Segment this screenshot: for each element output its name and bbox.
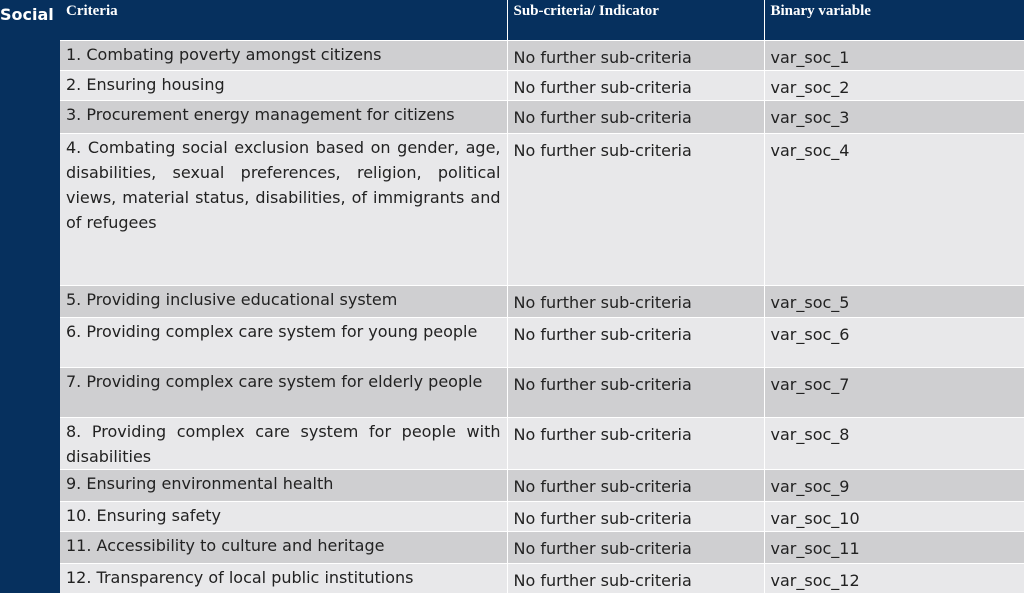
table-row bbox=[60, 285, 1024, 317]
table-row bbox=[60, 133, 1024, 285]
table-row bbox=[60, 417, 1024, 469]
criteria-cell: 6. Providing complex care system for young people bbox=[60, 317, 507, 367]
sub-criteria-cell: No further sub-criteria bbox=[507, 40, 764, 70]
sub-criteria-cell: No further sub-criteria bbox=[507, 70, 764, 100]
table-row bbox=[60, 70, 1024, 100]
criteria-cell: 1. Combating poverty amongst citizens bbox=[60, 40, 507, 70]
criteria-cell: 12. Transparency of local public institutions bbox=[60, 563, 507, 593]
sub-criteria-cell: No further sub-criteria bbox=[507, 317, 764, 367]
variable-cell: var_soc_2 bbox=[764, 70, 1024, 100]
criteria-cell: 8. Providing complex care system for people with disabilities bbox=[60, 417, 507, 469]
table-header-row bbox=[60, 0, 1024, 40]
table-row bbox=[60, 531, 1024, 563]
sub-criteria-cell: No further sub-criteria bbox=[507, 100, 764, 133]
sub-criteria-cell: No further sub-criteria bbox=[507, 133, 764, 285]
variable-cell: var_soc_11 bbox=[764, 531, 1024, 563]
sub-criteria-cell: No further sub-criteria bbox=[507, 531, 764, 563]
criteria-cell: 11. Accessibility to culture and heritage bbox=[60, 531, 507, 563]
table-row bbox=[60, 40, 1024, 70]
table-row bbox=[60, 501, 1024, 531]
criteria-cell: 3. Procurement energy management for citizens bbox=[60, 100, 507, 133]
table-row bbox=[60, 317, 1024, 367]
criteria-cell: 5. Providing inclusive educational system bbox=[60, 285, 507, 317]
criteria-cell: 7. Providing complex care system for elderly people bbox=[60, 367, 507, 417]
table-row bbox=[60, 367, 1024, 417]
variable-cell: var_soc_3 bbox=[764, 100, 1024, 133]
table-row bbox=[60, 563, 1024, 593]
variable-cell: var_soc_8 bbox=[764, 417, 1024, 469]
sub-criteria-cell: No further sub-criteria bbox=[507, 563, 764, 593]
criteria-cell: 10. Ensuring safety bbox=[60, 501, 507, 531]
criteria-cell: 9. Ensuring environmental health bbox=[60, 469, 507, 501]
section-label: Social bbox=[0, 0, 60, 575]
table-row bbox=[60, 100, 1024, 133]
variable-cell: var_soc_7 bbox=[764, 367, 1024, 417]
header-binary-variable: Binary variable bbox=[764, 0, 1024, 40]
variable-cell: var_soc_5 bbox=[764, 285, 1024, 317]
variable-cell: var_soc_12 bbox=[764, 563, 1024, 593]
sub-criteria-cell: No further sub-criteria bbox=[507, 469, 764, 501]
sub-criteria-cell: No further sub-criteria bbox=[507, 417, 764, 469]
criteria-table bbox=[60, 0, 1024, 593]
criteria-cell: 2. Ensuring housing bbox=[60, 70, 507, 100]
variable-cell: var_soc_4 bbox=[764, 133, 1024, 285]
sub-criteria-cell: No further sub-criteria bbox=[507, 285, 764, 317]
table-row bbox=[60, 469, 1024, 501]
variable-cell: var_soc_9 bbox=[764, 469, 1024, 501]
header-criteria: Criteria bbox=[60, 0, 507, 40]
criteria-cell: 4. Combating social exclusion based on gender, age, disabilities, sexual preferences, religion, political views, material status, disabilities, of immigrants and of refugees bbox=[60, 133, 507, 285]
variable-cell: var_soc_6 bbox=[764, 317, 1024, 367]
sub-criteria-cell: No further sub-criteria bbox=[507, 501, 764, 531]
variable-cell: var_soc_1 bbox=[764, 40, 1024, 70]
variable-cell: var_soc_10 bbox=[764, 501, 1024, 531]
sub-criteria-cell: No further sub-criteria bbox=[507, 367, 764, 417]
header-sub-criteria: Sub-criteria/ Indicator bbox=[507, 0, 764, 40]
